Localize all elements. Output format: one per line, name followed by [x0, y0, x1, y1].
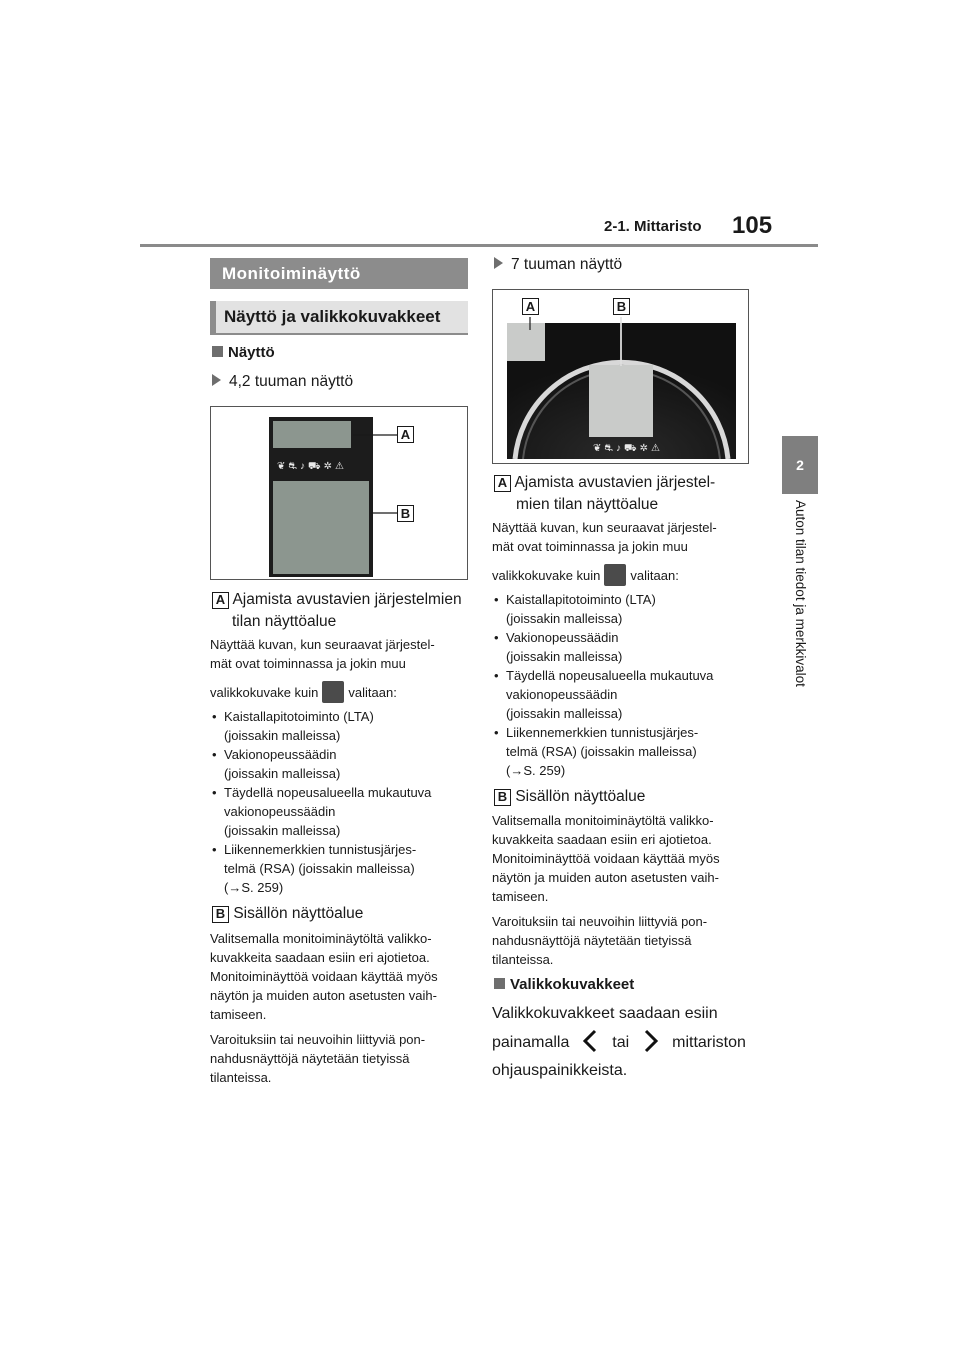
menu-icons-body — [492, 1001, 772, 1084]
a-body — [492, 518, 762, 780]
callout-b: B — [397, 505, 414, 522]
menu-icons-label: Valikkokuvakkeet — [494, 976, 634, 993]
callout-lines — [493, 290, 750, 465]
driving-assist-icon: ⛐ — [288, 461, 301, 472]
warning-icon: ⚠ — [335, 461, 347, 472]
settings-icon: ✲ — [323, 461, 336, 472]
driving-assist-icon — [604, 564, 626, 586]
square-bullet-icon — [494, 978, 505, 989]
section-title: 2-1. Mittaristo — [604, 218, 702, 235]
chevron-left-icon — [580, 1029, 602, 1053]
a-title-line1: Ajamista avustavien järjestelmien — [232, 591, 462, 608]
heading-sub: Näyttö ja valikkokuvakkeet — [210, 301, 468, 335]
settings-icon: ✲ — [639, 443, 652, 454]
a-title — [494, 472, 764, 516]
display-label — [212, 344, 275, 361]
display-7-text: 7 tuuman näyttö — [511, 256, 623, 273]
list-item: • Liikennemerkkien tunnistusjärjes- telmä (RSA) (joissakin malleissa) (→S. 259) — [492, 723, 762, 780]
a-list — [210, 707, 472, 897]
a-title-line2: mien tilan näyttöalue — [516, 496, 659, 513]
chapter-tab: 2 — [782, 436, 818, 494]
callout-a: A — [397, 426, 414, 443]
display-label-text: Näyttö — [228, 344, 275, 361]
a-intro-1: Näyttää kuvan, kun seuraavat järjestel- — [210, 637, 435, 652]
b-title-text: Sisällön näyttöalue — [515, 788, 646, 805]
a-intro-2: mät ovat toiminnassa ja jokin muu — [210, 656, 406, 671]
label-b: B — [494, 789, 511, 806]
triangle-bullet-icon — [212, 374, 221, 386]
callout-a: A — [522, 298, 539, 315]
a-intro-1: Näyttää kuvan, kun seuraavat järjestel- — [492, 520, 717, 535]
figure-7-inch-display — [492, 289, 749, 464]
menu-line-1: Valikkokuvakkeet saadaan esiin — [492, 1005, 718, 1022]
a-intro-3a: valikkokuvake kuin — [210, 685, 319, 700]
display-42-text: 4,2 tuuman näyttö — [229, 373, 354, 390]
display-42-item — [212, 373, 353, 391]
a-intro-3: valikkokuvake kuin valitaan: — [492, 564, 762, 586]
a-list — [492, 590, 762, 780]
driving-assist-icon — [322, 681, 344, 703]
b-title — [212, 903, 363, 925]
b-body — [492, 811, 762, 975]
callout-lines — [211, 407, 469, 581]
b-paragraph-1: Valitsemalla monitoiminäytöltä valikko- kuvakkeita saadaan esiin eri ajotietoa. Monitoiminäyttöä voidaan käyttää myös näytön ja muiden auton asetusten vaih- tamiseen. — [210, 931, 438, 1022]
a-title-line2: tilan näyttöalue — [232, 613, 337, 630]
chevron-right-icon — [640, 1029, 662, 1053]
leaf-icon: ❦ — [277, 461, 289, 472]
list-item: • Vakionopeussäädin (joissakin malleissa) — [492, 628, 762, 666]
page-number: 105 — [732, 212, 773, 239]
figure-42-inch-display — [210, 406, 468, 580]
b-title — [494, 786, 645, 808]
list-item: • Kaistallapitotoiminto (LTA) (joissakin malleissa) — [210, 707, 472, 745]
b-paragraph-2: Varoituksiin tai neuvoihin liittyviä pon- nahdusnäyttöjä näytetään tietyissä tilanteissa. — [492, 914, 708, 967]
list-item: • Kaistallapitotoiminto (LTA) (joissakin malleissa) — [492, 590, 762, 628]
callout-b: B — [613, 298, 630, 315]
display-7-item — [494, 256, 622, 274]
label-b: B — [212, 906, 229, 923]
b-paragraph-2: Varoituksiin tai neuvoihin liittyviä pon- nahdusnäyttöjä näytetään tietyissä tilanteissa. — [210, 1032, 426, 1085]
a-body — [210, 635, 472, 897]
car-info-icon: ⛟ — [308, 461, 324, 472]
triangle-bullet-icon — [494, 257, 503, 269]
list-item: • Täydellä nopeusalueella mukautuva vakionopeussäädin (joissakin malleissa) — [492, 666, 762, 723]
a-title — [212, 589, 472, 633]
list-item: • Liikennemerkkien tunnistusjärjes- telmä (RSA) (joissakin malleissa) (→S. 259) — [210, 840, 472, 897]
list-item: • Täydellä nopeusalueella mukautuva vakionopeussäädin (joissakin malleissa) — [210, 783, 472, 840]
driving-assist-icon: ⛐ — [604, 443, 617, 454]
a-intro-2: mät ovat toiminnassa ja jokin muu — [492, 539, 688, 554]
a-intro-3 — [210, 681, 472, 703]
audio-icon: ♪ — [300, 461, 309, 472]
leaf-icon: ❦ — [593, 443, 605, 454]
b-body — [210, 929, 472, 1093]
a-intro-3b: valitaan: — [348, 685, 397, 700]
a-title-line1: Ajamista avustavien järjestel- — [514, 474, 716, 491]
b-paragraph-1: Valitsemalla monitoiminäytöltä valikko- kuvakkeita saadaan esiin eri ajotietoa. Monitoiminäyttöä voidaan käyttää myös näytön ja muiden auton asetusten vaih- tamiseen. — [492, 813, 720, 904]
chapter-title: Auton tilan tiedot ja merkkivalot — [793, 500, 808, 687]
list-item: • Vakionopeussäädin (joissakin malleissa) — [210, 745, 472, 783]
menu-line-3: ohjauspainikkeista. — [492, 1062, 628, 1079]
menu-line-2: painamalla tai mittariston — [492, 1029, 772, 1056]
car-info-icon: ⛟ — [624, 443, 640, 454]
label-a: A — [212, 592, 229, 609]
warning-icon: ⚠ — [651, 443, 663, 454]
heading-main: Monitoiminäyttö — [210, 258, 468, 289]
audio-icon: ♪ — [616, 443, 625, 454]
header-rule — [140, 244, 818, 247]
square-bullet-icon — [212, 346, 223, 357]
label-a: A — [494, 475, 511, 492]
b-title-text: Sisällön näyttöalue — [233, 905, 364, 922]
